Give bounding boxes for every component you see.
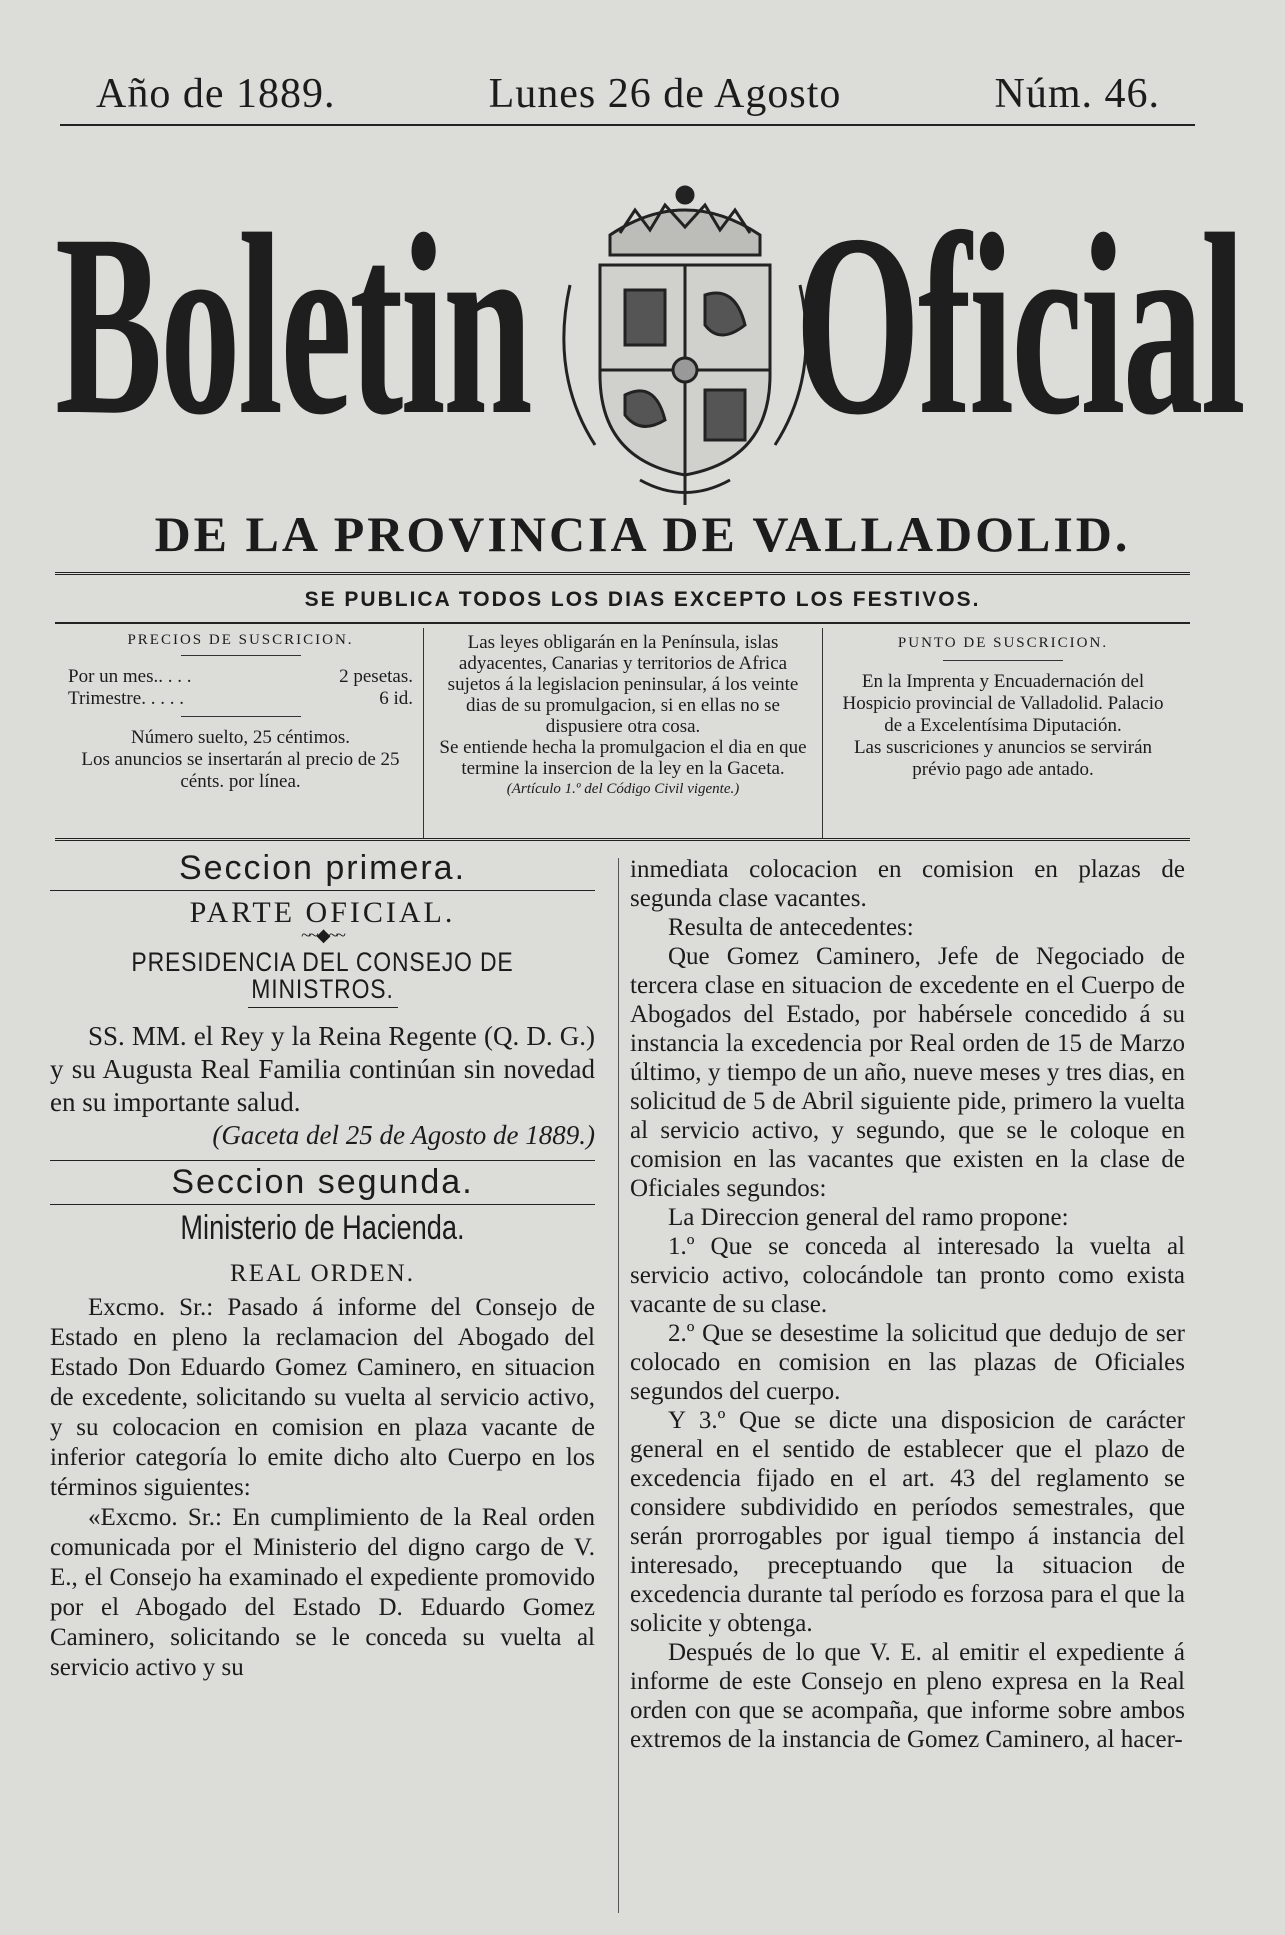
royal-news-paragraph: SS. MM. el Rey y la Reina Regente (Q. D. G.) y su Augusta Real Familia continúan sin novedad en su importante salud. — [50, 1021, 595, 1117]
presidencia-rule — [248, 1007, 398, 1008]
price-row-quarter — [68, 688, 413, 710]
date-label: Lunes 26 de Agosto — [488, 71, 842, 117]
section-rule-3 — [50, 1204, 595, 1205]
right-paragraph-8: Después de lo que V. E. al emitir el expediente á informe de este Consejo en pleno expresa en la Real orden con que se acompaña, que informe sobre ambos extremos de la instancia de Gomez Caminero, al hacer- — [630, 1639, 1185, 1753]
year-label: Año de 1889. — [96, 71, 336, 117]
coat-of-arms-crest — [540, 175, 830, 505]
price-row-month — [68, 666, 413, 688]
point-heading: PUNTO DE SUSCRICION. — [897, 635, 1109, 651]
presidencia-heading: PRESIDENCIA DEL CONSEJO DE MINISTROS. — [131, 947, 514, 1004]
subscription-info-box — [58, 628, 1183, 838]
prices-rule-2 — [181, 716, 301, 717]
section-segunda-heading: Seccion segunda. — [171, 1163, 474, 1201]
section-rule-2 — [50, 1160, 595, 1161]
left-paragraph-2: «Excmo. Sr.: En cumplimiento de la Real orden comunicada por el Ministerio del digno cargo de V. E., el Consejo ha examinado el expediente promovido por el Abogado del Estado D. Eduardo Gomez Caminero, solicitando se le conceda su vuelta al servicio activo y su — [50, 1504, 595, 1681]
price-month-label: Por un mes.. . . . — [68, 666, 192, 687]
right-paragraph-3: Que Gomez Caminero, Jefe de Negociado de tercera clase en situacion de excedente en el Cuerpo de Abogados del Estado, por habérsele concedido á su instancia la excedencia por Real orden de 15 de Marzo último, y tiempo de un año, nueve meses y tres dias, en solicitud de 5 de Abril siguiente pide, primero la vuelta al servicio activo, y segundo, que se le coloque en comision en las vacantes que existen en la clase de Oficiales segundos: — [630, 943, 1185, 1202]
section-primera-heading: Seccion primera. — [178, 849, 467, 887]
point-text-2: Las suscriciones y anuncios se servirán prévio pago ade antado. — [853, 737, 1153, 780]
law-text: Las leyes obligarán en la Península, islas adyacentes, Canarias y territorios de Africa sujetos á la legislacion peninsular, á los veinte dias de su promulgacion, si en ellas no se dispusiere otra cosa. — [447, 632, 799, 737]
title-right-word: Oficial — [795, 181, 1244, 469]
subscription-point-column — [823, 628, 1183, 838]
left-paragraph-1: Excmo. Sr.: Pasado á informe del Consejo de Estado en pleno la reclamacion del Abogado del Estado Don Eduardo Gomez Caminero, en situacion de excedente, solicitando su vuelta al servicio activo, y su colocacion en comision en plaza vacante de inferior categoría lo emite dicho alto Cuerpo en los términos siguientes: — [50, 1294, 595, 1501]
parte-oficial-heading: PARTE OFICIAL. — [189, 896, 456, 929]
issue-number: Núm. 46. — [994, 71, 1160, 117]
column-divider — [618, 858, 619, 1913]
notice-rule — [55, 622, 1190, 624]
top-rule — [60, 124, 1195, 126]
price-month-value: 2 pesetas. — [339, 666, 413, 687]
box-bottom-rule — [55, 838, 1190, 844]
law-citation: (Artículo 1.º del Código Civil vigente.) — [506, 781, 740, 797]
real-orden-heading: REAL ORDEN. — [230, 1260, 415, 1287]
province-rule — [55, 572, 1190, 578]
right-paragraph-1: inmediata colocacion en comision en plazas de segunda clase vacantes. — [630, 856, 1185, 912]
gaceta-citation: (Gaceta del 25 de Agosto de 1889.) — [212, 1120, 595, 1150]
left-column — [50, 849, 595, 1683]
right-paragraph-4: La Direccion general del ramo propone: — [668, 1204, 1069, 1231]
section-rule — [50, 890, 595, 891]
single-number-price: Número suelto, 25 céntimos. — [131, 727, 350, 748]
right-paragraph-6: 2.º Que se desestime la solicitud que dedujo de ser colocado en comision en las plazas de Oficiales segundos del cuerpo. — [630, 1320, 1185, 1405]
price-quarter-label: Trimestre. . . . . — [68, 688, 184, 709]
prices-heading: PRECIOS DE SUSCRICION. — [127, 632, 354, 648]
ads-price: Los anuncios se insertarán al precio de 25 cénts. por línea. — [81, 749, 400, 792]
title-banner — [50, 175, 1244, 505]
flourish-ornament: ~~◆~~ — [301, 925, 344, 945]
right-paragraph-2: Resulta de antecedentes: — [668, 914, 914, 941]
point-text: En la Imprenta y Encuadernación del Hospicio provincial de Valladolid. Palacio de a Excelentísima Diputación. — [842, 671, 1164, 736]
price-quarter-value: 6 id. — [379, 688, 413, 709]
title-left-word: Boletin — [55, 181, 531, 469]
right-paragraph-5: 1.º Que se conceda al interesado la vuelta al servicio activo, colocándole tan pronto como exista vacante de su clase. — [630, 1233, 1185, 1318]
law-text-2: Se entiende hecha la promulgacion el dia en que termine la insercion de la ley en la Gaceta. — [439, 737, 807, 779]
ministerio-heading: Ministerio de Hacienda. — [180, 1209, 465, 1247]
right-column — [630, 855, 1185, 1754]
right-paragraph-7: Y 3.º Que se dicte una disposicion de carácter general en el sentido de establecer que el plazo de excedencia fijado en el art. 43 del reglamento se considere subdividido en períodos semestrales, que serán prorrogables por igual tiempo á instancia del interesado, preceptuando que la situacion de excedencia durante tal período es forzosa para el que la solicite y obtenga. — [630, 1407, 1185, 1637]
law-column — [423, 628, 823, 838]
point-rule — [943, 660, 1063, 661]
publication-notice: SE PUBLICA TODOS LOS DIAS EXCEPTO LOS FESTIVOS. — [304, 588, 981, 611]
prices-rule — [181, 655, 301, 656]
prices-column — [58, 628, 423, 838]
masthead-dateline — [58, 70, 1198, 118]
province-heading: DE LA PROVINCIA DE VALLADOLID. — [154, 506, 1131, 562]
